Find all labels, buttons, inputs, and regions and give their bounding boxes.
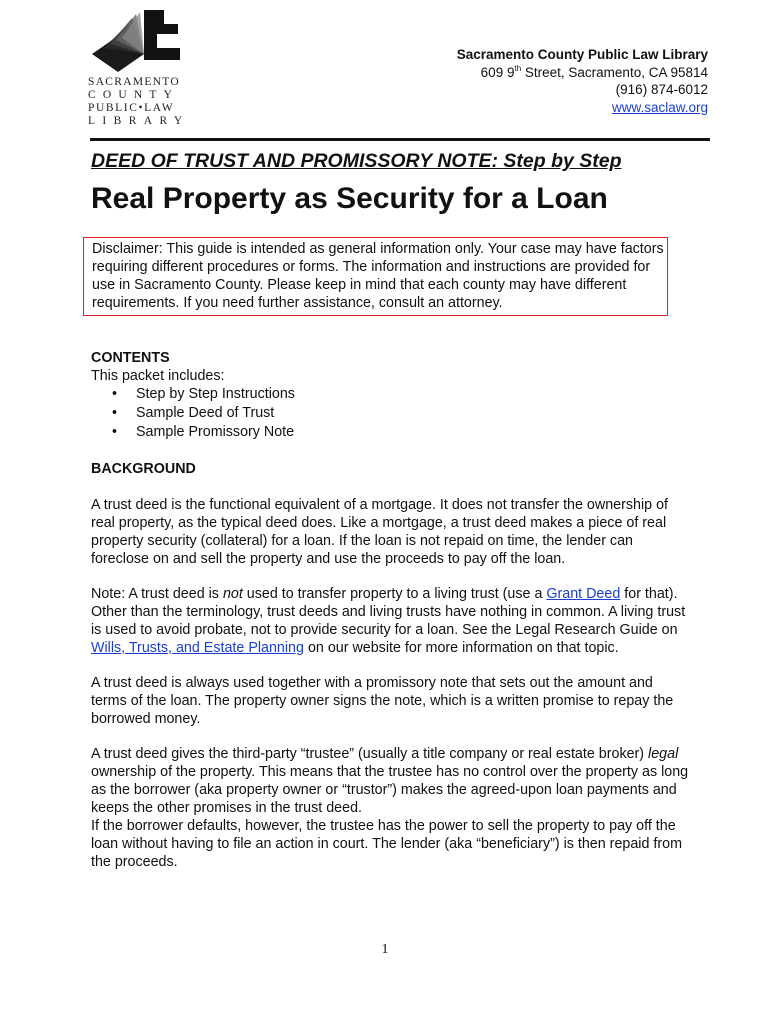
logo-line-3: PUBLIC•LAW [88, 102, 175, 114]
main-content [91, 349, 691, 871]
background-heading: BACKGROUND [91, 461, 196, 477]
list-item: • Sample Promissory Note [136, 423, 691, 442]
disclaimer-box: Disclaimer: This guide is intended as general information only. Your case may have factors requiring different procedures or forms. The information and instructions are provided for use in Sacramento County. Please keep in mind that each county may have different requirements. If you need further assistance, consult an attorney. [83, 237, 668, 316]
contents-heading: CONTENTS [91, 350, 170, 366]
wills-trusts-link[interactable]: Wills, Trusts, and Estate Planning [91, 640, 304, 656]
list-item: • Sample Deed of Trust [136, 404, 691, 423]
grant-deed-link[interactable]: Grant Deed [546, 586, 621, 602]
background-paragraph-4: A trust deed gives the third-party “trustee” (usually a title company or real estate broker) legal ownership of the property. This means that the trustee has no control over the property as long as the borrower (aka property owner or “trustor”) makes the agreed-upon loan payments and keeps the other promises in the trust deed. [91, 746, 689, 816]
header-divider [90, 138, 710, 141]
logo-line-4: LIBRARY [88, 115, 190, 127]
logo-line-2: COUNTY [88, 89, 180, 101]
book-logo-icon [88, 10, 184, 74]
document-subtitle: DEED OF TRUST AND PROMISSORY NOTE: Step by Step [91, 150, 622, 172]
contents-intro: This packet includes: [91, 368, 225, 384]
website-link[interactable]: www.saclaw.org [611, 99, 708, 115]
contents-list [91, 385, 691, 442]
library-logo [88, 10, 188, 128]
document-title: Real Property as Security for a Loan [91, 182, 608, 215]
library-name: Sacramento County Public Law Library [456, 47, 708, 62]
background-paragraph-1: A trust deed is the functional equivalent of a mortgage. It does not transfer the ownership of real property, as the typical deed does. Like a mortgage, a trust deed makes a piece of real property security (collateral) for a loan. If the loan is not repaid on time, the lender can foreclose on and sell the property and use the proceeds to pay off the loan. [91, 497, 668, 567]
street-number: 609 9 [480, 64, 515, 80]
logo-line-1: SACRAMENTO [88, 76, 181, 88]
street-ordinal: th [514, 63, 522, 73]
background-paragraph-2: Note: A trust deed is not used to transfer property to a living trust (use a Grant Deed for that). Other than the terminology, trust deeds and living trusts have nothing in common. A living trust is used to avoid probate, not to provide security for a loan. See the Legal Research Guide on Wills, Trusts, and Estate Planning on our website for more information on that topic. [91, 586, 686, 656]
background-paragraph-5: If the borrower defaults, however, the trustee has the power to sell the property to pay off the loan without having to file an action in court. The lender (aka “beneficiary”) is then repaid from the proceeds. [91, 818, 682, 870]
background-paragraph-3: A trust deed is always used together with a promissory note that sets out the amount and terms of the loan. The property owner signs the note, which is a written promise to repay the borrowed money. [91, 675, 674, 727]
street-address [457, 64, 708, 82]
street-rest: Street, Sacramento, CA 95814 [521, 64, 708, 80]
page-number: 1 [381, 942, 389, 957]
list-item: • Step by Step Instructions [136, 385, 691, 404]
library-address [457, 46, 708, 116]
phone-number: (916) 874-6012 [615, 82, 708, 97]
